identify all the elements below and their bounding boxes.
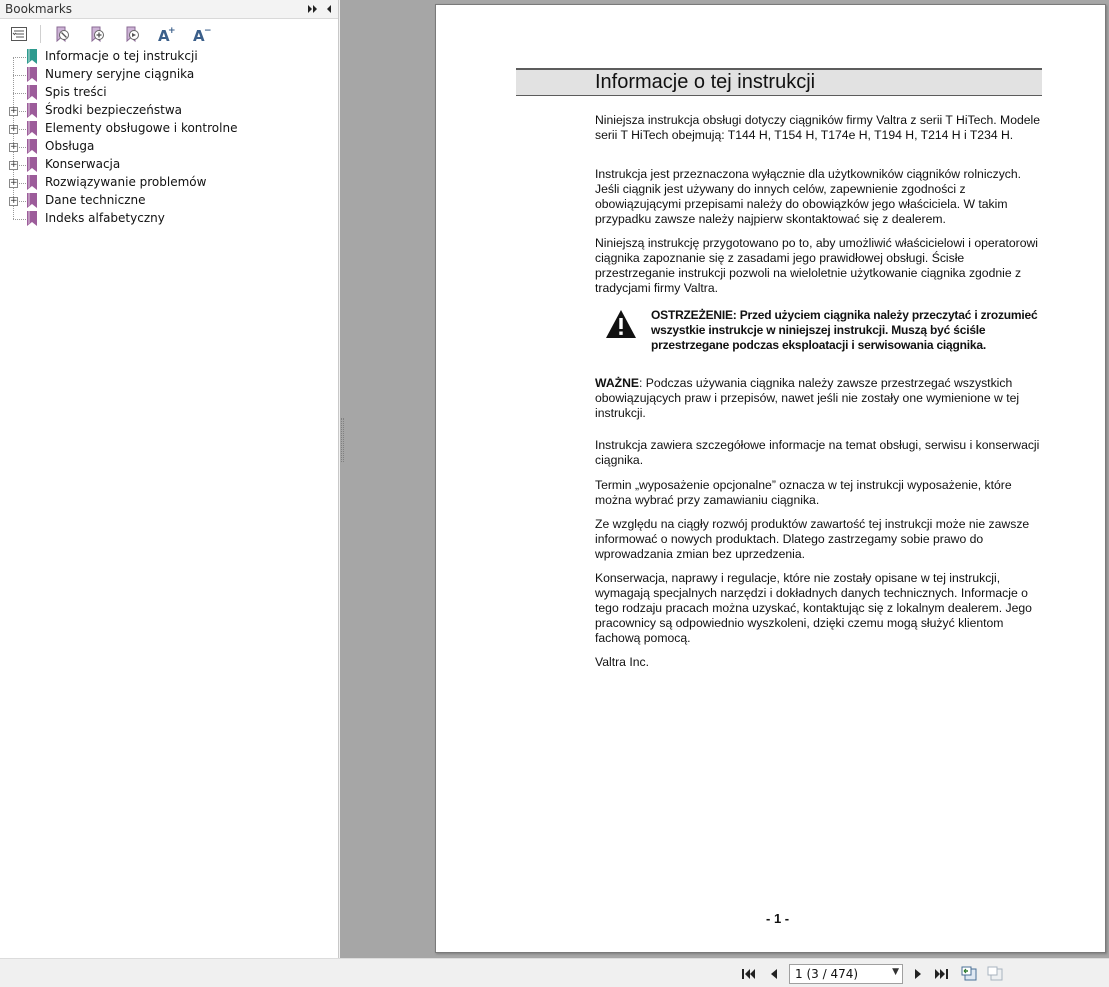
bookmark-item[interactable] (0, 84, 338, 102)
last-page-icon[interactable] (934, 966, 950, 982)
bookmark-icon (27, 193, 37, 208)
tree-connector (13, 75, 26, 76)
paragraph-4: Instrukcja zawiera szczegółowe informacje na temat obsługi, serwisu i konserwacji ciągnika. (595, 438, 1040, 467)
go-forward-icon[interactable] (986, 966, 1002, 982)
bookmark-icon (27, 157, 37, 172)
bookmark-item[interactable] (0, 48, 338, 66)
tree-connector (13, 219, 26, 220)
bookmark-label: Informacje o tej instrukcji (45, 49, 198, 63)
bookmark-label: Spis treści (45, 85, 107, 99)
bookmark-label: Środki bezpieczeństwa (45, 103, 182, 117)
bookmark-label: Rozwiązywanie problemów (45, 175, 207, 189)
bookmark-add-icon[interactable] (88, 25, 106, 43)
bookmark-icon (27, 121, 37, 136)
bookmark-icon (27, 139, 37, 154)
bookmark-label: Dane techniczne (45, 193, 146, 207)
dropdown-arrow-icon: ▼ (892, 967, 899, 977)
paragraph-8: Valtra Inc. (595, 655, 649, 669)
tree-connector (13, 93, 26, 94)
important-text: : Podczas używania ciągnika należy zawsze przestrzegać wszystkich obowiązujących praw i przepisów, nawet jeśli nie zostały one wymienione w tej instrukcji. (595, 376, 1020, 420)
bookmark-remove-icon[interactable] (53, 25, 71, 43)
page-number: - 1 - (766, 911, 790, 926)
font-decrease-icon[interactable] (192, 25, 210, 43)
page-title: Informacje o tej instrukcji (595, 71, 816, 93)
bookmark-item[interactable] (0, 66, 338, 84)
splitter-grip[interactable] (341, 418, 344, 462)
document-page (435, 4, 1106, 953)
page-selector[interactable] (789, 964, 903, 984)
font-increase-icon[interactable] (157, 25, 175, 43)
toolbar-separator (40, 25, 41, 43)
page-indicator: 1 (3 / 474) (795, 967, 859, 981)
bookmark-icon (27, 85, 37, 100)
bookmark-tree (0, 48, 338, 228)
navigation-bar (0, 958, 1109, 987)
warning-box (604, 308, 1044, 358)
paragraph-7: Konserwacja, naprawy i regulacje, które nie zostały opisane w tej instrukcji, wymagają specjalnych narzędzi i dokładnych danych technicznych. Informacje o tego rodzaju pracach można uzyskać, kontaktując się z lokalnym dealerem. Jego pracownicy są odpowiednio wyszkoleni, dzięki czemu mogą służyć klientom fachową pomocą. (595, 571, 1032, 645)
bookmarks-header (0, 0, 338, 19)
svg-text:−: − (204, 26, 212, 36)
bookmark-label: Konserwacja (45, 157, 121, 171)
bookmark-item[interactable] (0, 210, 338, 228)
bookmarks-panel (0, 0, 339, 958)
warning-text: OSTRZEŻENIE: Przed użyciem ciągnika należy przeczytać i zrozumieć wszystkie instrukcje w niniejszej instrukcji. Muszą być ściśle przestrzegane podczas eksploatacji i serwisowania ciągnika. (651, 308, 1038, 352)
important-paragraph (595, 376, 1045, 421)
bookmark-item[interactable] (0, 102, 338, 120)
expand-icon[interactable]: + (10, 124, 18, 134)
bookmark-label: Obsługa (45, 139, 95, 153)
expand-icon[interactable]: + (10, 178, 18, 188)
bookmark-label: Numery seryjne ciągnika (45, 67, 195, 81)
paragraph-1: Niniejsza instrukcja obsługi dotyczy ciągników firmy Valtra z serii T HiTech. Modele serii T HiTech obejmują: T144 H, T154 H, T174e H, T194 H, T214 H i T234 H. (595, 113, 1041, 142)
bookmark-label: Elementy obsługowe i kontrolne (45, 121, 238, 135)
svg-text:+: + (168, 26, 176, 36)
collapse-panel-icon[interactable] (323, 3, 335, 15)
expand-icon[interactable]: + (10, 142, 18, 152)
bookmark-item[interactable] (0, 174, 338, 192)
expand-icon[interactable]: + (10, 106, 18, 116)
bookmark-icon (27, 49, 37, 64)
first-page-icon[interactable] (740, 966, 756, 982)
bookmark-icon (27, 103, 37, 118)
expand-icon[interactable]: + (10, 196, 18, 206)
important-label: WAŻNE (595, 376, 640, 390)
expand-icon[interactable]: + (10, 160, 18, 170)
expand-all-icon[interactable] (10, 25, 28, 43)
bookmarks-title: Bookmarks (5, 2, 73, 16)
pin-panel-icon[interactable] (307, 3, 319, 15)
warning-triangle-icon (604, 308, 638, 340)
bookmark-item[interactable] (0, 120, 338, 138)
go-back-icon[interactable] (960, 966, 976, 982)
bookmark-icon (27, 67, 37, 82)
tree-connector (13, 57, 26, 58)
bookmark-icon (27, 175, 37, 190)
bookmark-item[interactable] (0, 156, 338, 174)
bookmark-item[interactable] (0, 138, 338, 156)
bookmark-icon (27, 211, 37, 226)
bookmarks-toolbar (0, 19, 338, 47)
bookmark-label: Indeks alfabetyczny (45, 211, 165, 225)
paragraph-3: Niniejszą instrukcję przygotowano po to, aby umożliwić właścicielowi i operatorowi ciągnika zapoznanie się z zasadami jego prawidłowej obsługi. Ścisłe przestrzeganie instrukcji pozwoli na wieloletnie użytkowanie ciągnika zgodnie z tradycjami firmy Valtra. (595, 236, 1038, 295)
bookmark-item[interactable] (0, 192, 338, 210)
paragraph-5: Termin „wyposażenie opcjonalne” oznacza w tej instrukcji wyposażenie, które można wybrać przy zamawianiu ciągnika. (595, 478, 1012, 507)
paragraph-2: Instrukcja jest przeznaczona wyłącznie dla użytkowników ciągników rolniczych. Jeśli ciągnik jest używany do innych celów, zapewnienie zgodności z obowiązującymi przepisami należy do obowiązków jego właściciela. W takim przypadku zawsze należy najpierw skontaktować się z dealerem. (595, 167, 1022, 226)
next-page-icon[interactable] (910, 966, 926, 982)
svg-text:A: A (193, 27, 205, 45)
previous-page-icon[interactable] (766, 966, 782, 982)
bookmark-goto-icon[interactable] (123, 25, 141, 43)
page-title-bar (516, 68, 1042, 96)
paragraph-6: Ze względu na ciągły rozwój produktów zawartość tej instrukcji może nie zawsze informować o nowych produktach. Dlatego zastrzegamy sobie prawo do wprowadzania zmian bez uprzedzenia. (595, 517, 1030, 561)
svg-text:A: A (158, 27, 170, 45)
